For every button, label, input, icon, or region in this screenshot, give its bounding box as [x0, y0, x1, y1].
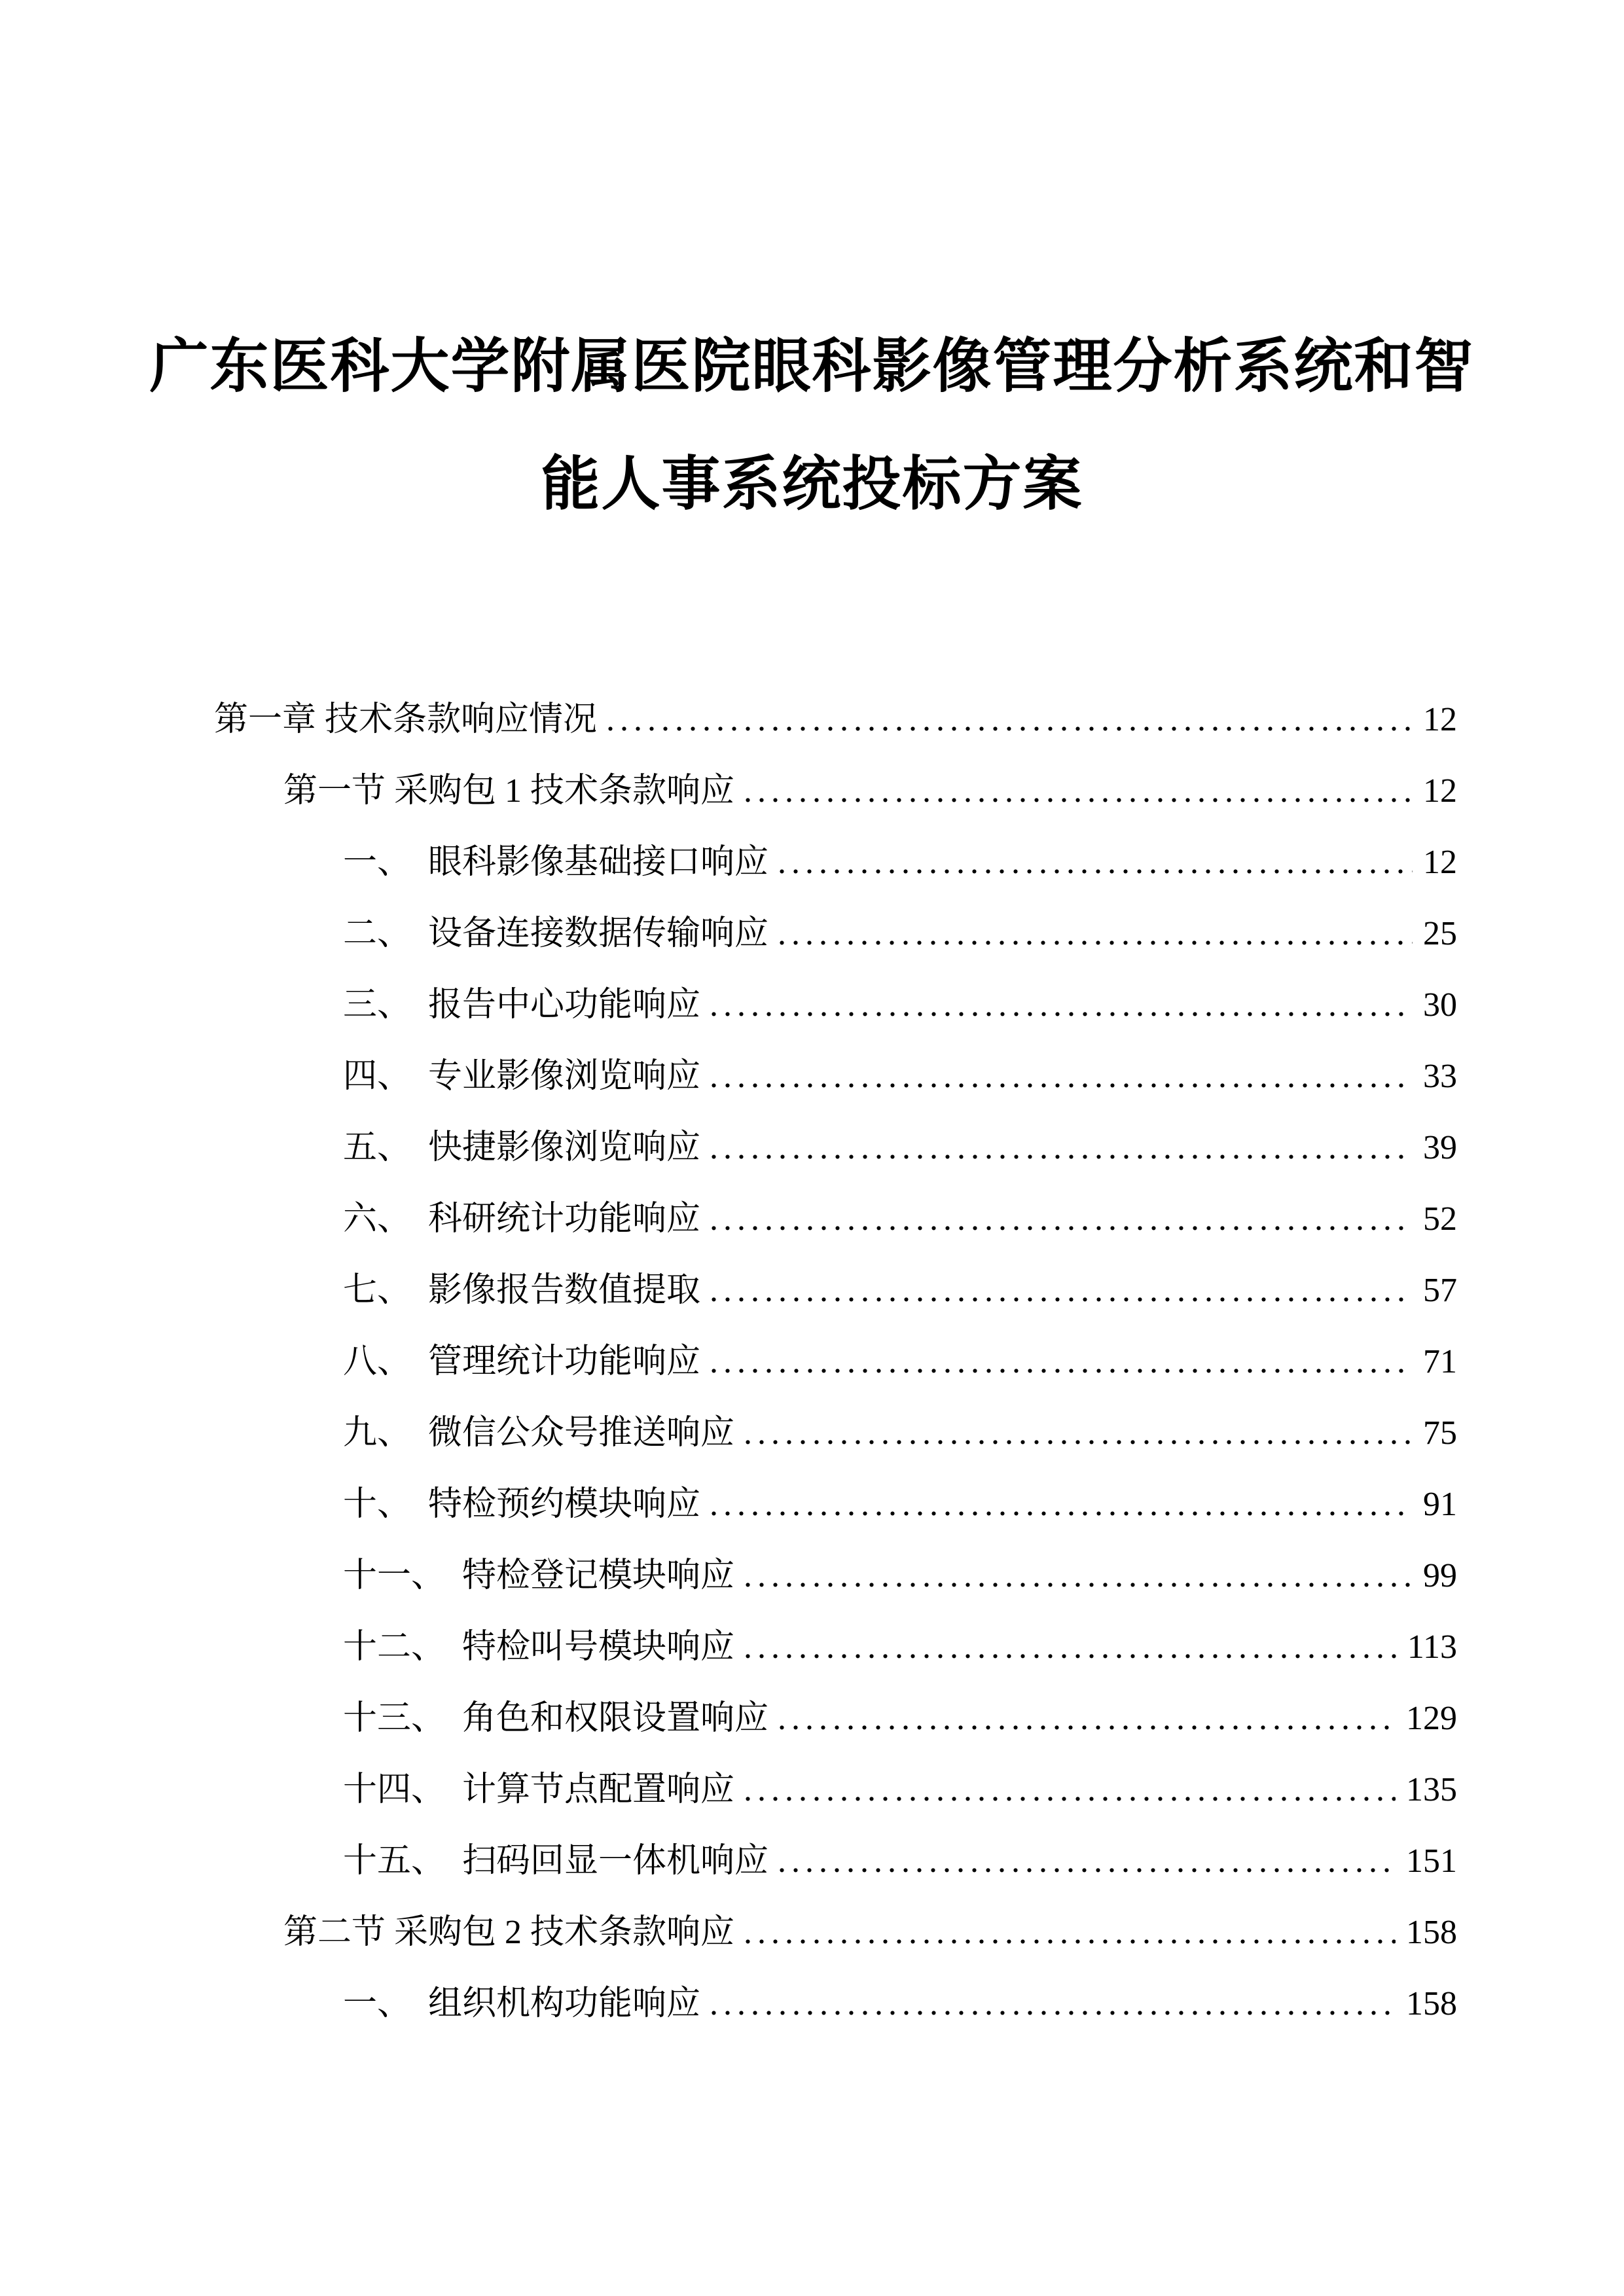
toc-entry	[343, 1255, 1457, 1326]
toc-entry-label: 二、 设备连接数据传输响应	[343, 915, 769, 952]
toc-entry-page: 12	[1423, 701, 1457, 738]
toc-dot-leader	[597, 684, 1413, 755]
toc-entry-label: 一、 眼科影像基础接口响应	[343, 844, 769, 881]
document-title-line-1: 广东医科大学附属医院眼科影像管理分析系统和智	[149, 334, 1475, 399]
toc-entry-page: 12	[1423, 772, 1457, 810]
toc-dot-leader	[734, 1897, 1396, 1968]
toc-entry-label: 第一节 采购包 1 技术条款响应	[283, 772, 735, 810]
toc-entry	[343, 1469, 1457, 1540]
toc-entry-label: 五、 快捷影像浏览响应	[343, 1129, 701, 1166]
toc-entry	[343, 827, 1457, 898]
toc-entry-page: 113	[1407, 1628, 1457, 1666]
toc-dot-leader	[734, 1754, 1396, 1825]
toc-dot-leader	[700, 969, 1413, 1041]
toc-entry-page: 99	[1423, 1557, 1457, 1594]
toc-entry	[343, 1968, 1457, 2039]
toc-entry-page: 129	[1406, 1700, 1457, 1737]
toc-entry	[283, 755, 1457, 827]
toc-dot-leader	[768, 1825, 1396, 1897]
toc-entry	[343, 1183, 1457, 1255]
toc-dot-leader	[768, 1683, 1396, 1754]
toc-entry	[343, 898, 1457, 969]
toc-entry-label: 十五、 扫码回显一体机响应	[343, 1842, 769, 1880]
toc-dot-leader	[768, 827, 1413, 898]
toc-entry-label: 十二、 特检叫号模块响应	[343, 1628, 735, 1666]
toc-entry-label: 第二节 采购包 2 技术条款响应	[283, 1914, 735, 1951]
toc-entry-label: 八、 管理统计功能响应	[343, 1343, 701, 1380]
toc-entry-label: 一、 组织机构功能响应	[343, 1985, 701, 2022]
toc-entry	[343, 1754, 1457, 1825]
toc-entry	[343, 1397, 1457, 1469]
toc-entry-page: 52	[1423, 1200, 1457, 1238]
toc-entry	[343, 1825, 1457, 1897]
toc-entry-page: 158	[1406, 1985, 1457, 2022]
toc-entry-label: 三、 报告中心功能响应	[343, 986, 701, 1024]
toc-entry	[343, 1611, 1457, 1683]
toc-dot-leader	[700, 1112, 1413, 1183]
toc-dot-leader	[734, 1611, 1397, 1683]
toc-dot-leader	[700, 1469, 1413, 1540]
toc-dot-leader	[700, 1968, 1396, 2039]
toc-entry-label: 十四、 计算节点配置响应	[343, 1771, 735, 1808]
toc-dot-leader	[700, 1326, 1413, 1397]
toc-entry	[343, 1112, 1457, 1183]
toc-entry	[343, 1540, 1457, 1611]
toc-entry-label: 四、 专业影像浏览响应	[343, 1058, 701, 1095]
toc-entry-page: 75	[1423, 1414, 1457, 1452]
toc-entry-label: 九、 微信公众号推送响应	[343, 1414, 735, 1452]
toc-dot-leader	[700, 1041, 1413, 1112]
toc-entry-page: 25	[1423, 915, 1457, 952]
toc-entry	[214, 684, 1457, 755]
toc-entry-label: 第一章 技术条款响应情况	[214, 701, 598, 738]
toc-entry-page: 57	[1423, 1272, 1457, 1309]
toc-entry-page: 135	[1406, 1771, 1457, 1808]
table-of-contents	[214, 684, 1457, 2039]
toc-entry	[343, 1683, 1457, 1754]
toc-entry-label: 十三、 角色和权限设置响应	[343, 1700, 769, 1737]
toc-entry-page: 71	[1423, 1343, 1457, 1380]
document-title	[0, 308, 1624, 543]
toc-dot-leader	[734, 1540, 1413, 1611]
toc-dot-leader	[700, 1183, 1413, 1255]
toc-dot-leader	[768, 898, 1413, 969]
toc-entry-label: 七、 影像报告数值提取	[343, 1272, 701, 1309]
toc-entry	[283, 1897, 1457, 1968]
document-title-line-2: 能人事系统投标方案	[541, 452, 1083, 517]
toc-dot-leader	[734, 1397, 1413, 1469]
toc-entry	[343, 1041, 1457, 1112]
toc-entry-page: 12	[1423, 844, 1457, 881]
toc-entry-page: 91	[1423, 1486, 1457, 1523]
toc-entry	[343, 969, 1457, 1041]
toc-entry	[343, 1326, 1457, 1397]
toc-entry-page: 30	[1423, 986, 1457, 1024]
toc-dot-leader	[700, 1255, 1413, 1326]
toc-entry-page: 158	[1406, 1914, 1457, 1951]
toc-dot-leader	[734, 755, 1413, 827]
toc-entry-page: 151	[1406, 1842, 1457, 1880]
toc-entry-label: 十、 特检预约模块响应	[343, 1486, 701, 1523]
toc-entry-page: 39	[1423, 1129, 1457, 1166]
toc-entry-label: 十一、 特检登记模块响应	[343, 1557, 735, 1594]
toc-entry-page: 33	[1423, 1058, 1457, 1095]
toc-entry-label: 六、 科研统计功能响应	[343, 1200, 701, 1238]
